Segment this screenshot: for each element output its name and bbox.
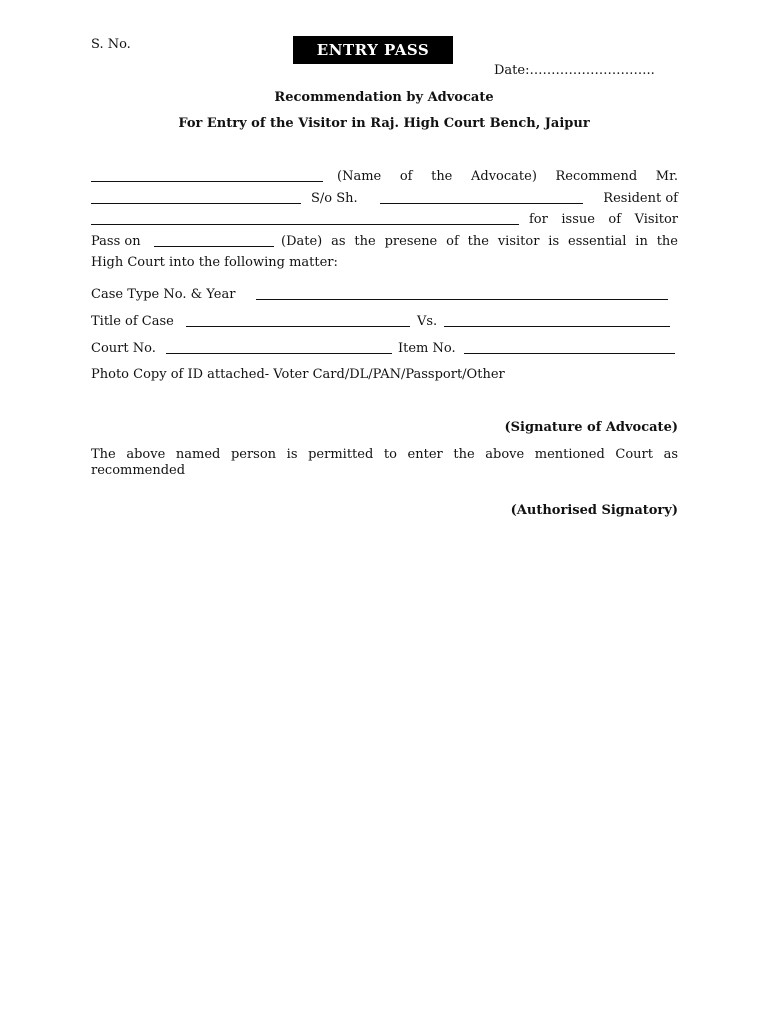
title-of-case-label: Title of Case (91, 314, 174, 329)
visitor-name-blank (91, 203, 301, 204)
respondent-blank (444, 326, 670, 327)
pass-on-label: Pass on (91, 234, 141, 249)
son-of-label: S/o Sh. (311, 191, 358, 206)
recommendation-heading: Recommendation by Advocate (274, 90, 494, 105)
advocate-signature-label: (Signature of Advocate) (504, 420, 678, 435)
versus-label: Vs. (417, 314, 438, 329)
item-number-blank (464, 353, 675, 354)
high-court-matter-text: High Court into the following matter: (91, 255, 338, 270)
title-of-case-blank (186, 326, 410, 327)
item-number-label: Item No. (398, 341, 456, 356)
date-label: Date:……………………….. (494, 63, 655, 78)
document-title: ENTRY PASS (293, 36, 453, 64)
address-blank (91, 224, 519, 225)
serial-number-label: S. No. (91, 37, 131, 52)
court-number-blank (166, 353, 392, 354)
court-number-label: Court No. (91, 341, 156, 356)
father-name-blank (380, 203, 583, 204)
for-issue-label: for issue of Visitor (529, 212, 678, 227)
photo-id-note: Photo Copy of ID attached- Voter Card/DL/PAN/Passport/Other (91, 367, 505, 382)
resident-of-label: Resident of (603, 191, 678, 206)
entry-heading: For Entry of the Visitor in Raj. High Court Bench, Jaipur (178, 116, 590, 131)
authorised-signatory-label: (Authorised Signatory) (510, 503, 678, 518)
advocate-name-blank (91, 181, 323, 182)
case-type-blank (256, 299, 668, 300)
permission-text: The above named person is permitted to enter the above mentioned Court as recommended (91, 447, 678, 478)
pass-date-blank (154, 246, 274, 247)
case-type-label: Case Type No. & Year (91, 287, 236, 302)
date-essential-caption: (Date) as the presene of the visitor is essential in the (281, 234, 678, 249)
advocate-name-caption: (Name of the Advocate) Recommend Mr. (337, 169, 678, 184)
